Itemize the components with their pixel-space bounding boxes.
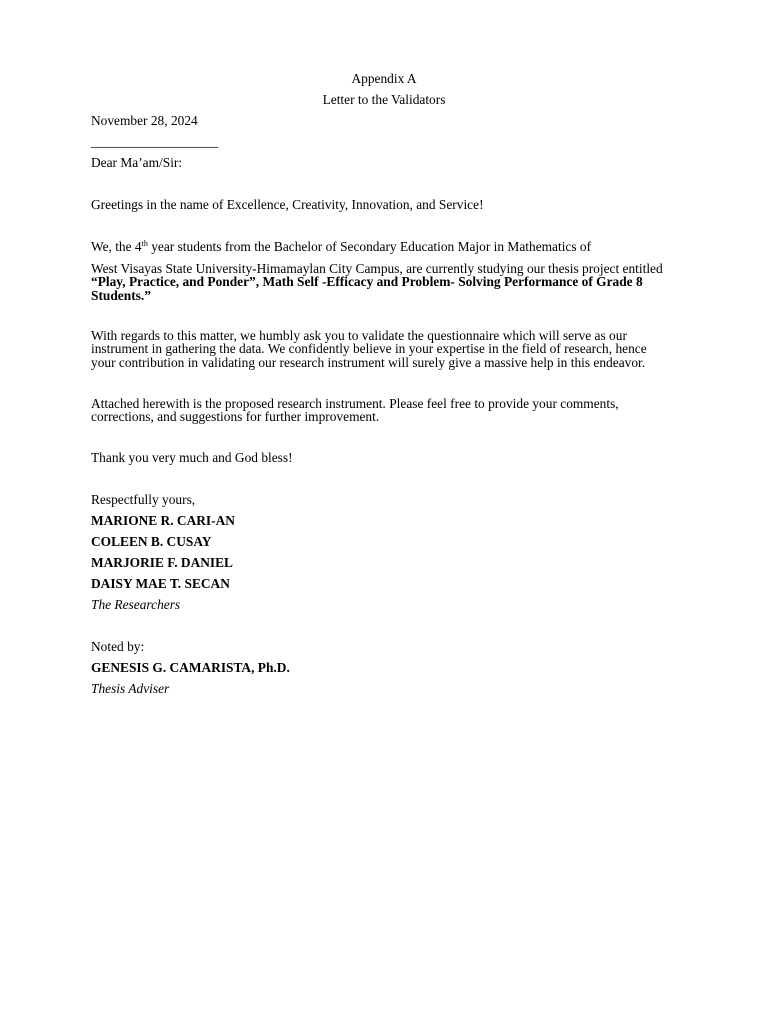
letter-date: November 28, 2024: [91, 113, 198, 128]
appendix-heading: Appendix A: [351, 71, 417, 86]
adviser-role: Thesis Adviser: [91, 681, 170, 696]
researcher-name: MARIONE R. CARI-AN: [91, 513, 235, 528]
researcher-name: DAISY MAE T. SECAN: [91, 576, 230, 591]
researchers-role: The Researchers: [91, 597, 181, 612]
researcher-name: MARJORIE F. DANIEL: [91, 555, 233, 570]
researcher-name: COLEEN B. CUSAY: [91, 534, 212, 549]
intro-paragraph-line: [91, 239, 591, 254]
salutation: Dear Ma’am/Sir:: [91, 155, 183, 170]
intro-text-start: We, the 4: [91, 239, 142, 254]
letter-title: Letter to the Validators: [322, 92, 446, 107]
validation-request-paragraph: With regards to this matter, we humbly ask you to validate the questionnaire which will serve as our instrument in gathering the data. We confidently believe in your expertise in the field of research, hence your contribution in validating our research instrument will surely give a massive help in this endeavor.: [91, 328, 647, 370]
attachment-paragraph: Attached herewith is the proposed research instrument. Please feel free to provide your comments, corrections, and suggestions for further improvement.: [91, 396, 619, 425]
greeting-line: Greetings in the name of Excellence, Creativity, Innovation, and Service!: [91, 197, 484, 212]
thesis-intro-text: West Visayas State University-Himamaylan City Campus, are currently studying our thesis project entitled: [91, 261, 663, 276]
ordinal-suffix: th: [141, 239, 148, 248]
thesis-title: “Play, Practice, and Ponder”, Math Self -Efficacy and Problem- Solving Performance of Grade 8 Students.”: [91, 274, 643, 303]
thanks-line: Thank you very much and God bless!: [91, 450, 293, 465]
noted-by-label: Noted by:: [91, 639, 145, 654]
recipient-blank-line: ___________________: [91, 134, 219, 149]
adviser-name: GENESIS G. CAMARISTA, Ph.D.: [91, 660, 290, 675]
closing-line: Respectfully yours,: [91, 492, 196, 507]
intro-text-end: year students from the Bachelor of Secondary Education Major in Mathematics of: [147, 239, 592, 254]
thesis-paragraph: [91, 262, 671, 302]
